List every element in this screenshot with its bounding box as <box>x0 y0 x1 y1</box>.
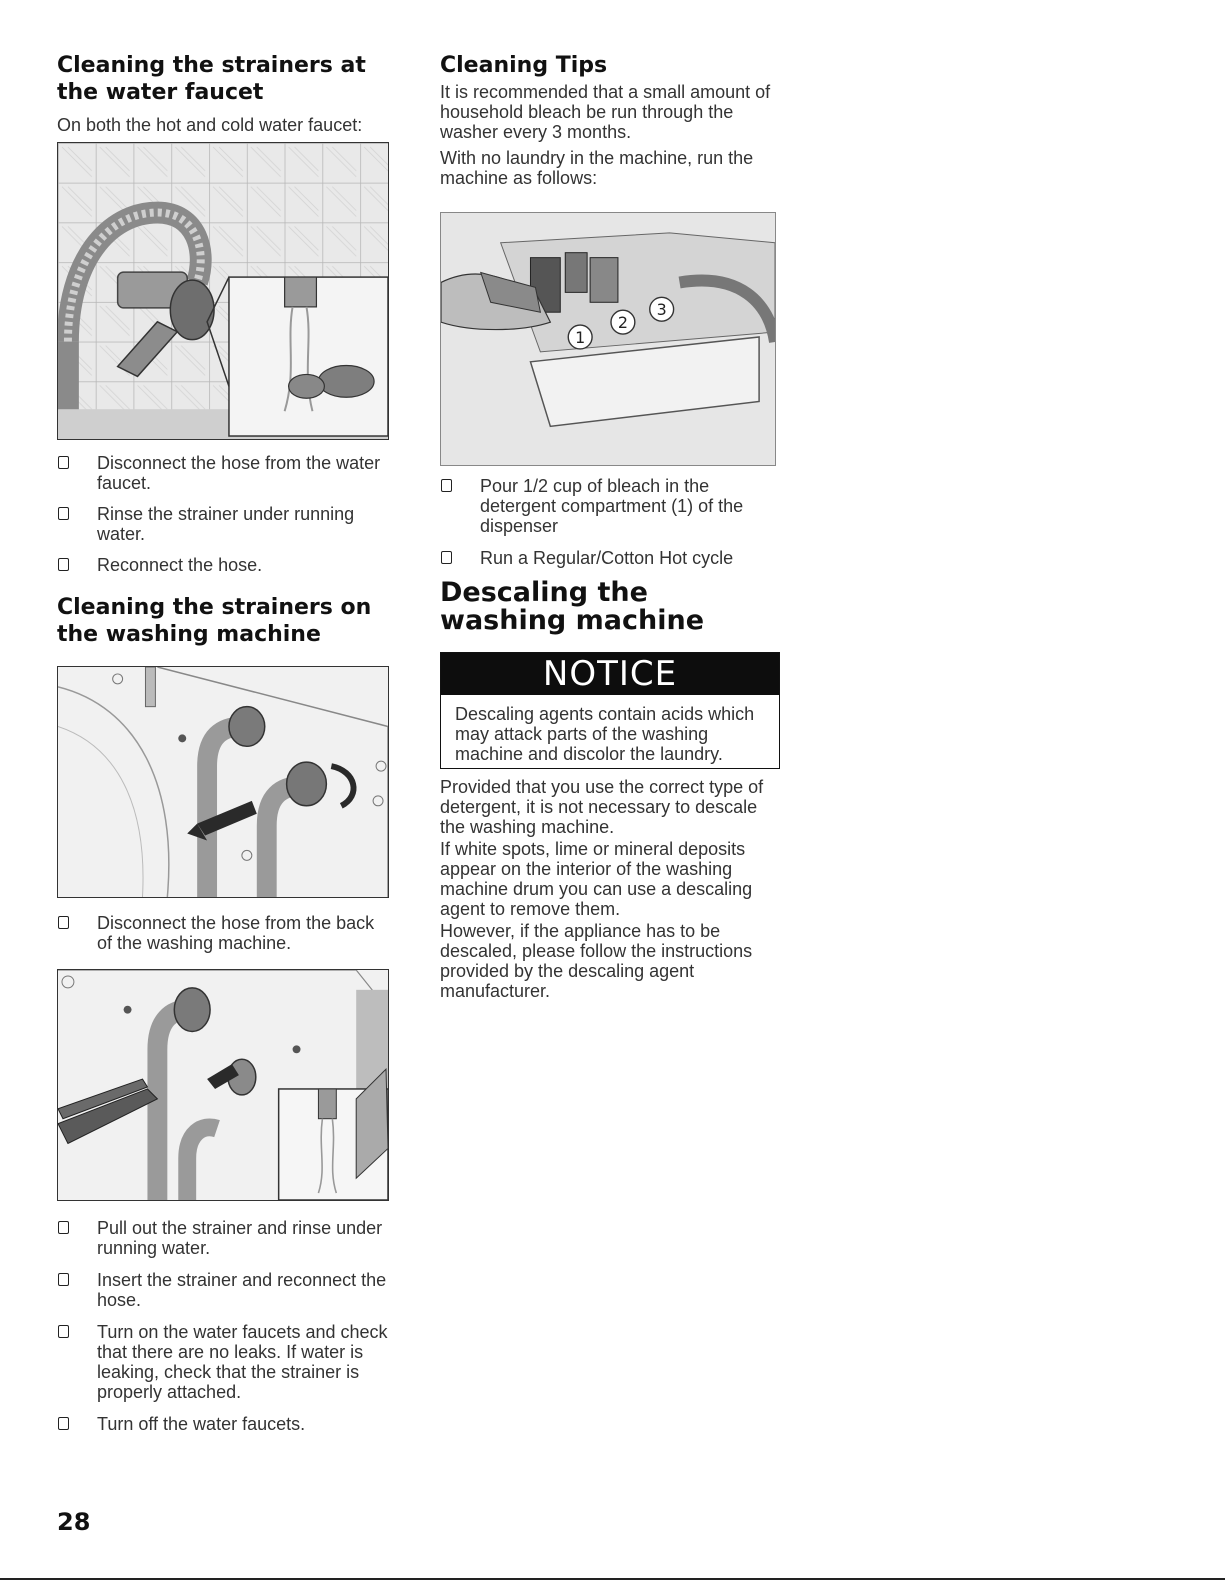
list-item: Pour 1/2 cup of bleach in the detergent compartment (1) of the dispenser <box>440 476 785 536</box>
checkbox-bullet-icon <box>441 551 452 564</box>
descaling-heading: Descaling the washing machine <box>440 577 705 636</box>
page-number: 28 <box>57 1508 91 1536</box>
machine-hose-disconnect-illustration <box>57 666 389 898</box>
right-column <box>440 52 785 1001</box>
list-item: Turn off the water faucets. <box>57 1414 392 1434</box>
faucet-steps-list <box>57 453 392 575</box>
left-column <box>57 52 392 1445</box>
checkbox-bullet-icon <box>58 1417 69 1430</box>
checkbox-bullet-icon <box>58 507 69 520</box>
list-item: Pull out the strainer and rinse under running water. <box>57 1218 392 1258</box>
checkbox-bullet-icon <box>58 456 69 469</box>
callout-3: 3 <box>656 300 667 320</box>
descaling-para3: However, if the appliance has to be descaled, please follow the instructions provided by the descaling agent manufacturer. <box>440 921 753 1001</box>
list-item: Reconnect the hose. <box>57 555 392 575</box>
checkbox-bullet-icon <box>58 558 69 571</box>
notice-title: NOTICE <box>441 653 779 695</box>
strainer-removal-illustration <box>57 969 389 1201</box>
faucet-section-heading: Cleaning the strainers at the water faucet <box>57 53 366 105</box>
faucet-hose-illustration <box>57 142 389 440</box>
machine-steps-list <box>57 1218 392 1434</box>
list-item: Insert the strainer and reconnect the hose. <box>57 1270 392 1310</box>
list-item: Run a Regular/Cotton Hot cycle <box>440 548 785 568</box>
list-item: Turn on the water faucets and check that there are no leaks. If water is leaking, check that the strainer is properly attached. <box>57 1322 392 1402</box>
callout-2: 2 <box>617 313 628 333</box>
notice-box <box>440 652 780 769</box>
checkbox-bullet-icon <box>58 1221 69 1234</box>
list-item: Rinse the strainer under running water. <box>57 504 392 544</box>
descaling-para1: Provided that you use the correct type of detergent, it is not necessary to descale the washing machine. <box>440 777 764 837</box>
detergent-dispenser-illustration <box>440 212 776 466</box>
checkbox-bullet-icon <box>58 916 69 929</box>
faucet-section-intro: On both the hot and cold water faucet: <box>57 115 363 135</box>
cleaning-tips-heading: Cleaning Tips <box>440 53 608 78</box>
cleaning-tips-para1: It is recommended that a small amount of household bleach be run through the washer every 3 months. <box>440 82 771 142</box>
descaling-para2: If white spots, lime or mineral deposits appear on the interior of the washing machine drum you can use a descaling agent to remove them. <box>440 839 753 919</box>
cleaning-tips-steps-list <box>440 476 785 568</box>
list-item: Disconnect the hose from the back of the washing machine. <box>57 913 392 953</box>
bottom-rule <box>0 1578 1225 1580</box>
checkbox-bullet-icon <box>58 1273 69 1286</box>
checkbox-bullet-icon <box>58 1325 69 1338</box>
machine-section-heading: Cleaning the strainers on the washing machine <box>57 595 372 647</box>
machine-first-step-list <box>57 913 392 953</box>
callout-1: 1 <box>575 327 586 347</box>
list-item: Disconnect the hose from the water faucet. <box>57 453 392 493</box>
checkbox-bullet-icon <box>441 479 452 492</box>
cleaning-tips-para2: With no laundry in the machine, run the machine as follows: <box>440 148 754 188</box>
notice-text: Descaling agents contain acids which may attack parts of the washing machine and discolor the laundry. <box>455 704 755 764</box>
